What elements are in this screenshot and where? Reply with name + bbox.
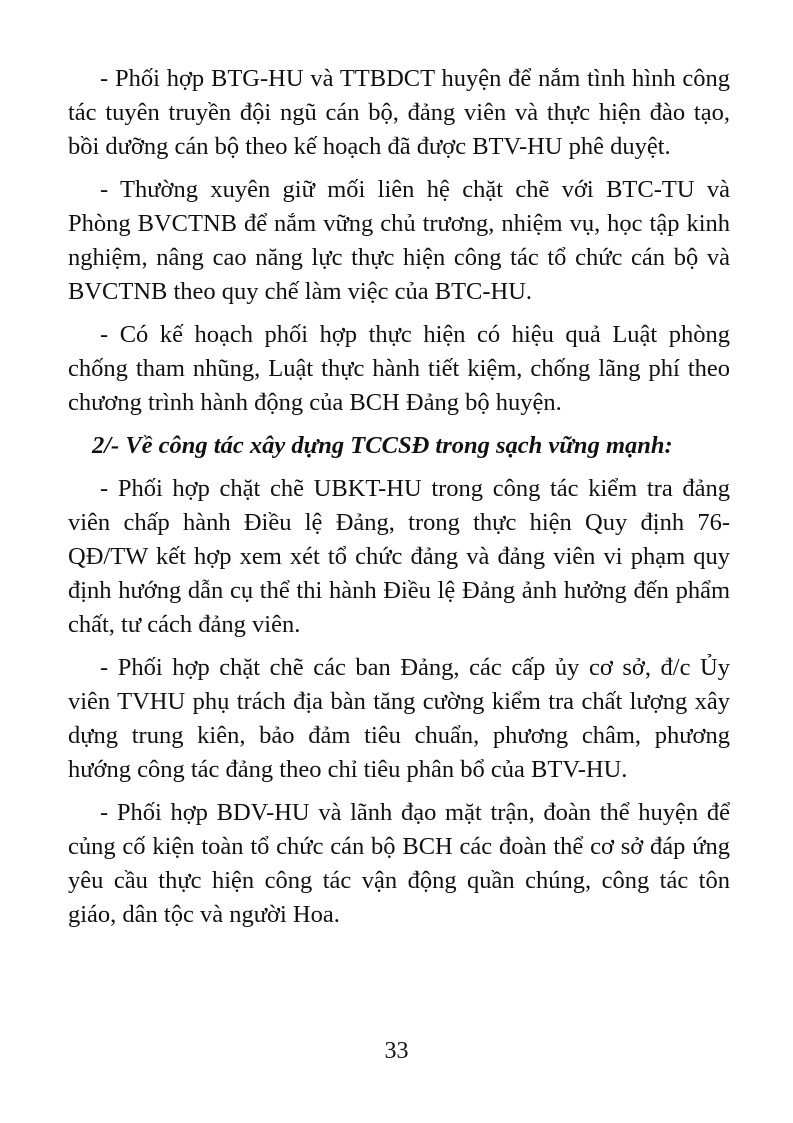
body-text [68,62,730,932]
paragraph-anti-corruption: - Có kế hoạch phối hợp thực hiện có hiệu quả Luật phòng chống tham nhũng, Luật thực hành tiết kiệm, chống lãng phí theo chương trình hành động của BCH Đảng bộ huyện. [68,321,730,416]
paragraph-mass-organizations: - Phối hợp BDV-HU và lãnh đạo mặt trận, đoàn thể huyện để củng cố kiện toàn tổ chức cán bộ BCH các đoàn thể cơ sở đáp ứng yêu cầu thực hiện công tác vận động quần chúng, công tác tôn giáo, dân tộc và người Hoa. [68,799,730,928]
paragraph-maintain-liaison: - Thường xuyên giữ mối liên hệ chặt chẽ với BTC-TU và Phòng BVCTNB để nắm vững chủ trương, nhiệm vụ, học tập kinh nghiệm, nâng cao năng lực thực hiện công tác tổ chức cán bộ và BVCTNB theo quy chế làm việc của BTC-HU. [68,176,730,305]
paragraph-coordinate-propaganda: - Phối hợp BTG-HU và TTBDCT huyện để nắm tình hình công tác tuyên truyền đội ngũ cán bộ, đảng viên và thực hiện đào tạo, bồi dưỡng cán bộ theo kế hoạch đã được BTV-HU phê duyệt. [68,65,730,160]
paragraph-inspection: - Phối hợp chặt chẽ UBKT-HU trong công tác kiểm tra đảng viên chấp hành Điều lệ Đảng, trong thực hiện Quy định 76-QĐ/TW kết hợp xem xét tổ chức đảng và đảng viên vi phạm quy định hướng dẫn cụ thể thi hành Điều lệ Đảng ảnh hưởng đến phẩm chất, tư cách đảng viên. [68,475,730,638]
paragraph-party-committees: - Phối hợp chặt chẽ các ban Đảng, các cấp ủy cơ sở, đ/c Ủy viên TVHU phụ trách địa bàn tăng cường kiểm tra chất lượng xây dựng trung kiên, bảo đảm tiêu chuẩn, phương châm, phương hướng công tác đảng theo chỉ tiêu phân bổ của BTV-HU. [68,654,730,783]
page-number: 33 [384,1038,409,1064]
section-heading: 2/- Về công tác xây dựng TCCSĐ trong sạch vững mạnh: [92,432,673,459]
